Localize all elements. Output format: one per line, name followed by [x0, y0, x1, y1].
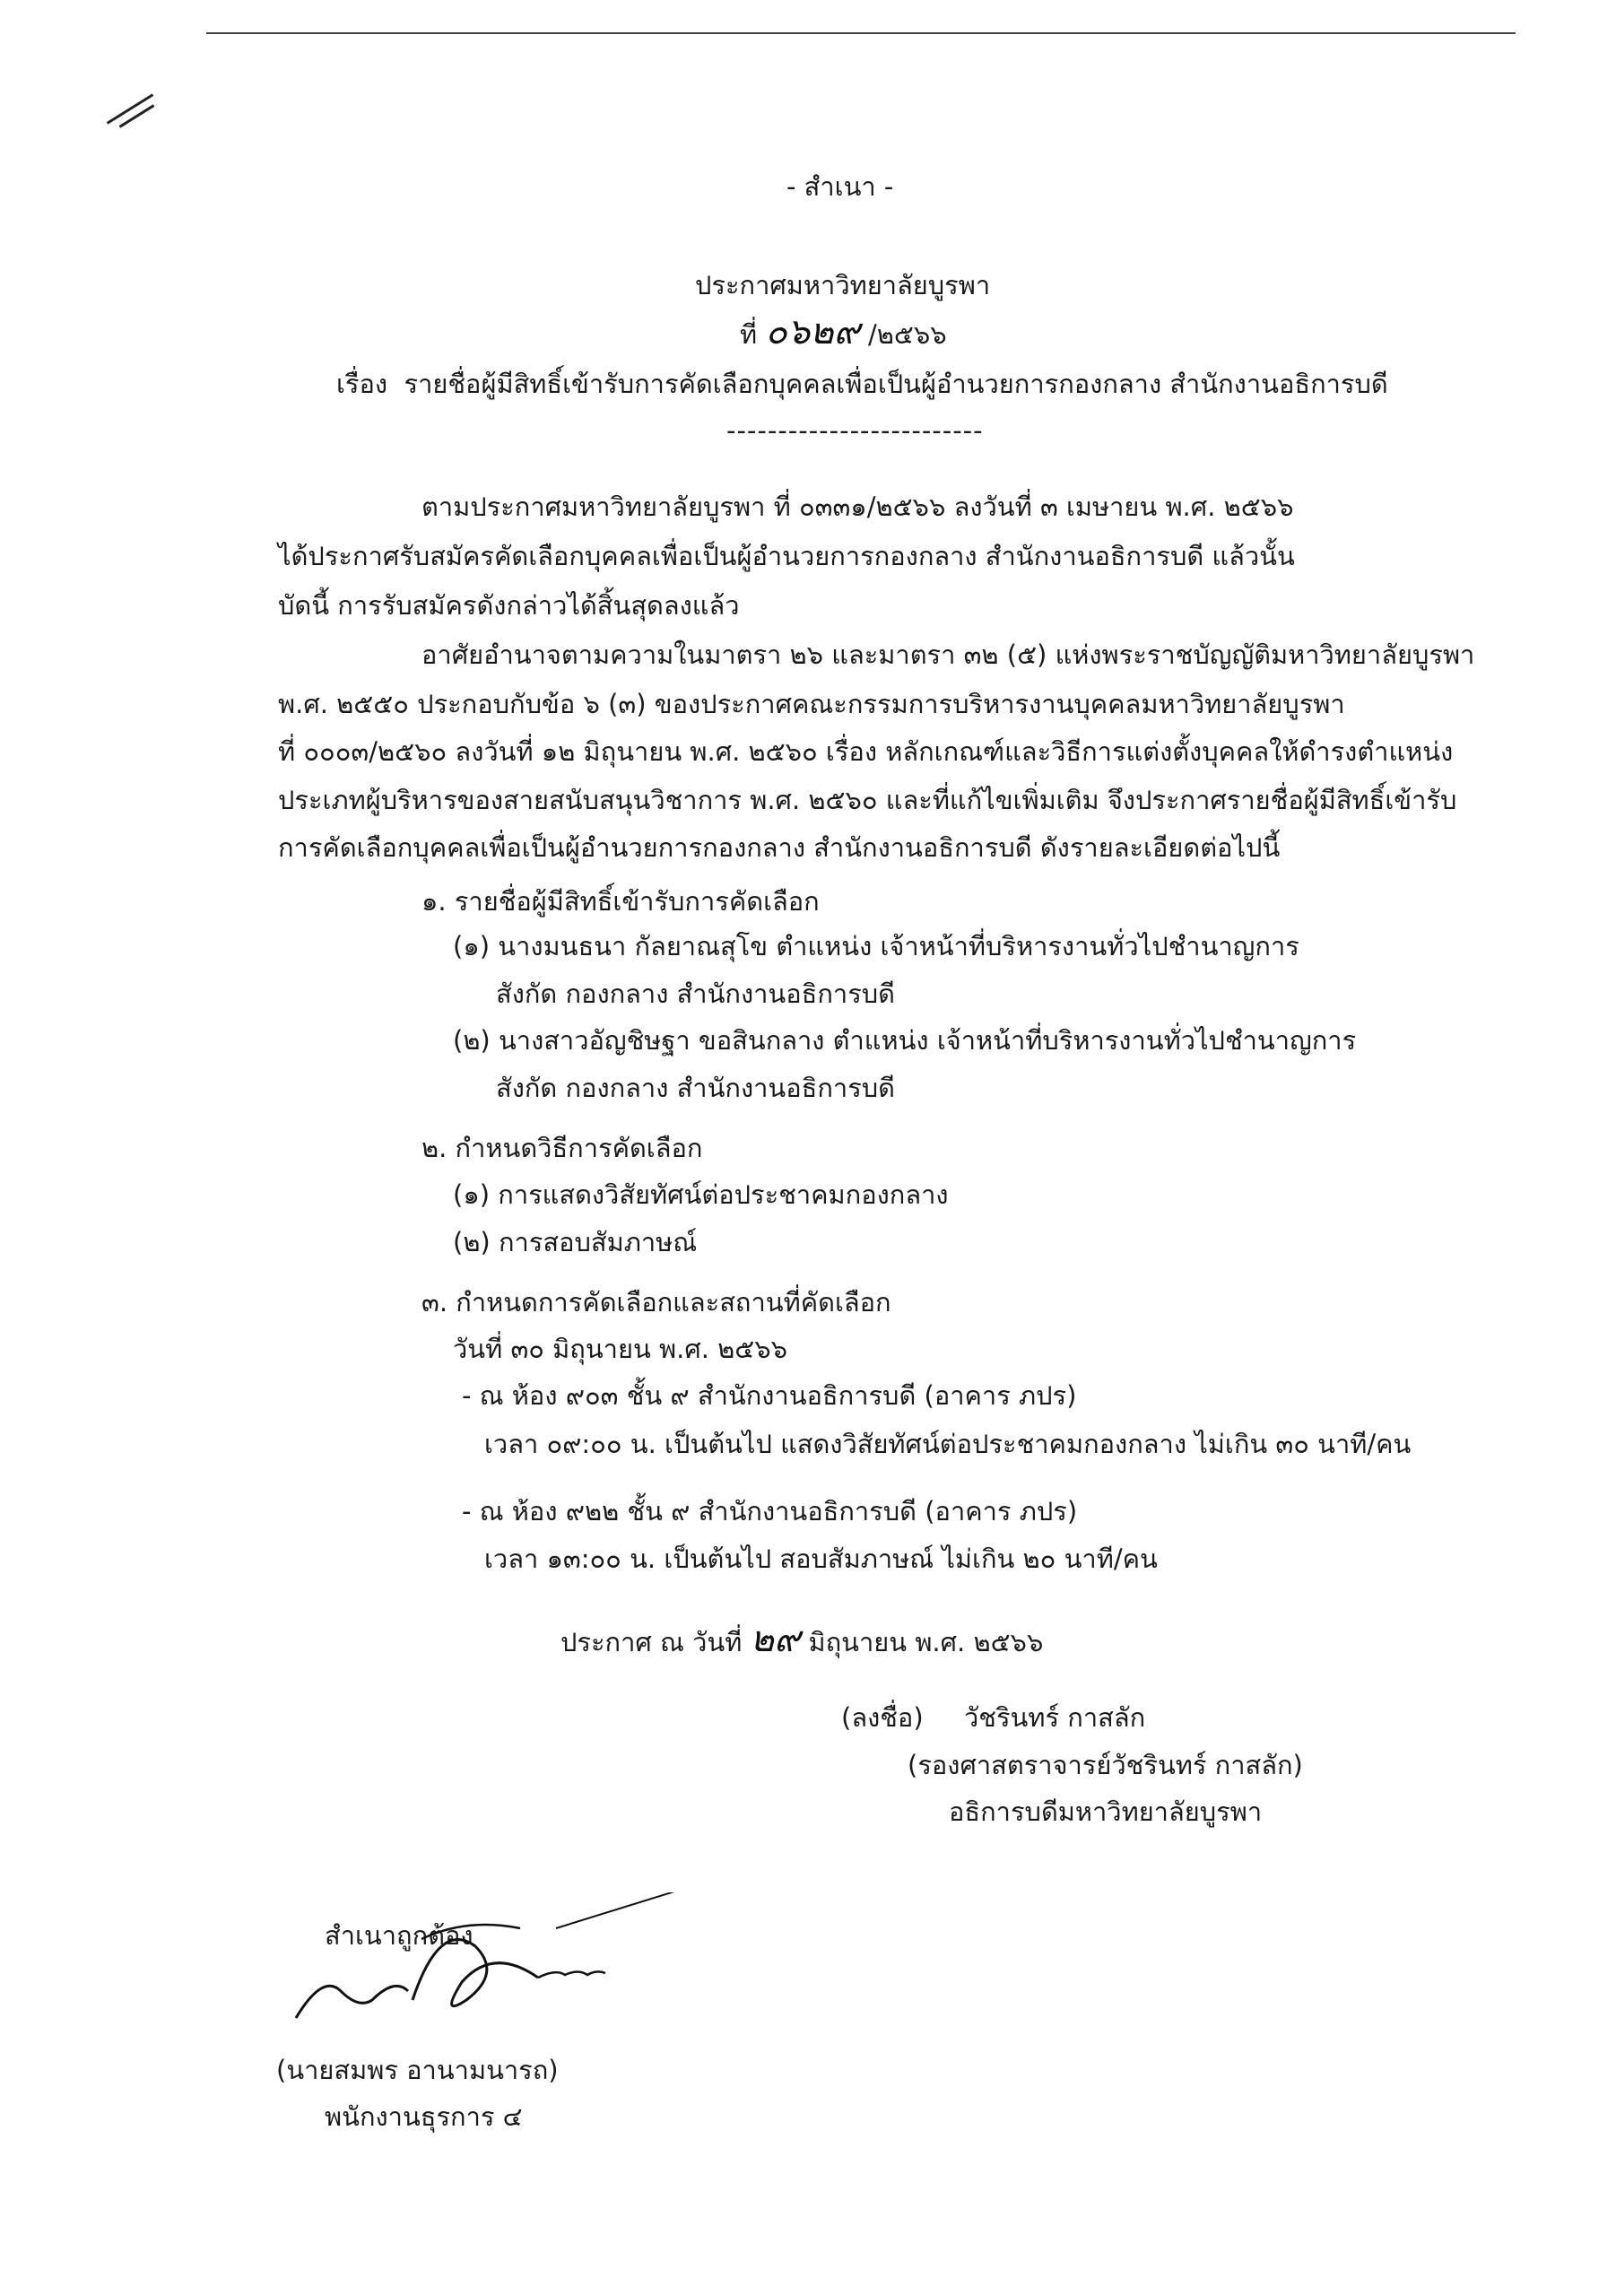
announcement-date-prefix: ประกาศ ณ วันที่ — [560, 1627, 743, 1657]
scan-top-edge-line — [206, 32, 1516, 34]
signature-stroke — [296, 1986, 408, 2018]
certifier-position: พนักงานธุรการ ๔ — [325, 2101, 523, 2132]
section-3-item-2-line-1: - ณ ห้อง ๙๒๒ ชั้น ๙ สำนักงานอธิการบดี (อาคาร ภปร) — [462, 1496, 1078, 1526]
section-3-date: วันที่ ๓๐ มิถุนายน พ.ศ. ๒๕๖๖ — [453, 1334, 788, 1364]
subject-line — [336, 366, 1388, 402]
signature-stroke — [556, 1892, 686, 1928]
announcement-date — [560, 1619, 1044, 1660]
paragraph-2-line-1: อาศัยอำนาจตามความในมาตรา ๒๖ และมาตรา ๓๒ (๕) แห่งพระราชบัญญัติมหาวิทยาลัยบูรพา — [421, 639, 1475, 670]
paragraph-1-line-3: บัดนี้ การรับสมัครดังกล่าวได้สิ้นสุดลงแล้ว — [278, 590, 740, 621]
signature-stroke — [538, 1971, 605, 1978]
section-2-item-2: (๒) การสอบสัมภาษณ์ — [453, 1227, 698, 1257]
header-separator: ------------------------- — [726, 415, 984, 446]
number-suffix: /๒๕๖๖ — [868, 319, 947, 350]
paragraph-1-line-2: ได้ประกาศรับสมัครคัดเลือกบุคคลเพื่อเป็นผู้อำนวยการกองกลาง สำนักงานอธิการบดี แล้วนั้น — [278, 541, 1295, 571]
paragraph-2-line-5: การคัดเลือกบุคคลเพื่อเป็นผู้อำนวยการกองกลาง สำนักงานอธิการบดี ดังรายละเอียดต่อไปนี้ — [278, 832, 1281, 863]
announcement-day-handwritten: ๒๙ — [750, 1619, 801, 1660]
section-3-item-1-line-1: - ณ ห้อง ๙๐๓ ชั้น ๙ สำนักงานอธิการบดี (อาคาร ภปร) — [462, 1380, 1077, 1411]
section-1-item-1-line-2: สังกัด กองกลาง สำนักงานอธิการบดี — [496, 978, 896, 1009]
section-1-item-2-line-2: สังกัด กองกลาง สำนักงานอธิการบดี — [496, 1073, 896, 1103]
scan-corner-mark — [119, 104, 155, 127]
paragraph-1-line-1: ตามประกาศมหาวิทยาลัยบูรพา ที่ ๐๓๓๑/๒๕๖๖ ลงวันที่ ๓ เมษายน พ.ศ. ๒๕๖๖ — [421, 491, 1294, 522]
announcement-number — [740, 311, 947, 352]
section-2-item-1: (๑) การแสดงวิสัยทัศน์ต่อประชาคมกองกลาง — [453, 1179, 949, 1210]
announcement-date-suffix: มิถุนายน พ.ศ. ๒๕๖๖ — [808, 1627, 1044, 1657]
section-1-item-1-line-1: (๑) นางมนธนา กัลยาณสุโข ตำแหน่ง เจ้าหน้าที่บริหารงานทั่วไปชำนาญการ — [453, 931, 1299, 961]
subject-text: รายชื่อผู้มีสิทธิ์เข้ารับการคัดเลือกบุคคลเพื่อเป็นผู้อำนวยการกองกลาง สำนักงานอธิการบดี — [404, 369, 1388, 399]
paragraph-2-line-3: ที่ ๐๐๐๓/๒๕๖๐ ลงวันที่ ๑๒ มิถุนายน พ.ศ. ๒๕๖๐ เรื่อง หลักเกณฑ์และวิธีการแต่งตั้งบุคคลให้ดำรงตำแหน่ง — [278, 736, 1454, 767]
subject-label: เรื่อง — [336, 369, 388, 399]
section-1-item-2-line-1: (๒) นางสาวอัญชิษฐา ขอสินกลาง ตำแหน่ง เจ้าหน้าที่บริหารงานทั่วไปชำนาญการ — [453, 1025, 1357, 1056]
handwritten-signature — [287, 1892, 699, 2027]
section-1-title: ๑. รายชื่อผู้มีสิทธิ์เข้ารับการคัดเลือก — [421, 886, 820, 917]
signature-stroke — [413, 1940, 538, 2006]
copy-mark: - สำเนา - — [786, 171, 894, 202]
number-handwritten: ๐๖๒๙ — [765, 311, 860, 352]
section-2-title: ๒. กำหนดวิธีการคัดเลือก — [421, 1133, 703, 1163]
section-3-item-2-line-2: เวลา ๑๓:๐๐ น. เป็นต้นไป สอบสัมภาษณ์ ไม่เกิน ๒๐ นาที/คน — [484, 1544, 1158, 1574]
announcement-title: ประกาศมหาวิทยาลัยบูรพา — [695, 270, 991, 300]
section-3-item-1-line-2: เวลา ๐๙:๐๐ น. เป็นต้นไป แสดงวิสัยทัศน์ต่อประชาคมกองกลาง ไม่เกิน ๓๐ นาที/คน — [484, 1429, 1412, 1459]
paragraph-2-line-4: ประเภทผู้บริหารของสายสนับสนุนวิชาการ พ.ศ. ๒๕๖๐ และที่แก้ไขเพิ่มเติม จึงประกาศรายชื่อผู้มีสิทธิ์เข้ารับ — [278, 785, 1457, 815]
signatory-position: อธิการบดีมหาวิทยาลัยบูรพา — [949, 1796, 1263, 1827]
number-prefix: ที่ — [740, 319, 758, 350]
certifier-name: (นายสมพร อานามนารถ) — [276, 2055, 559, 2085]
signed-label: (ลงชื่อ) — [841, 1702, 924, 1733]
paragraph-2-line-2: พ.ศ. ๒๕๕๐ ประกอบกับข้อ ๖ (๓) ของประกาศคณะกรรมการบริหารงานบุคคลมหาวิทยาลัยบูรพา — [278, 689, 1345, 719]
signed-name: วัชรินทร์ กาสลัก — [964, 1702, 1146, 1733]
signature-stroke — [421, 1925, 520, 1939]
signatory-full-name: (รองศาสตราจารย์วัชรินทร์ กาสลัก) — [908, 1750, 1303, 1780]
certified-correct-label: สำเนาถูกต้อง — [325, 1920, 474, 1951]
section-3-title: ๓. กำหนดการคัดเลือกและสถานที่คัดเลือก — [421, 1287, 891, 1318]
